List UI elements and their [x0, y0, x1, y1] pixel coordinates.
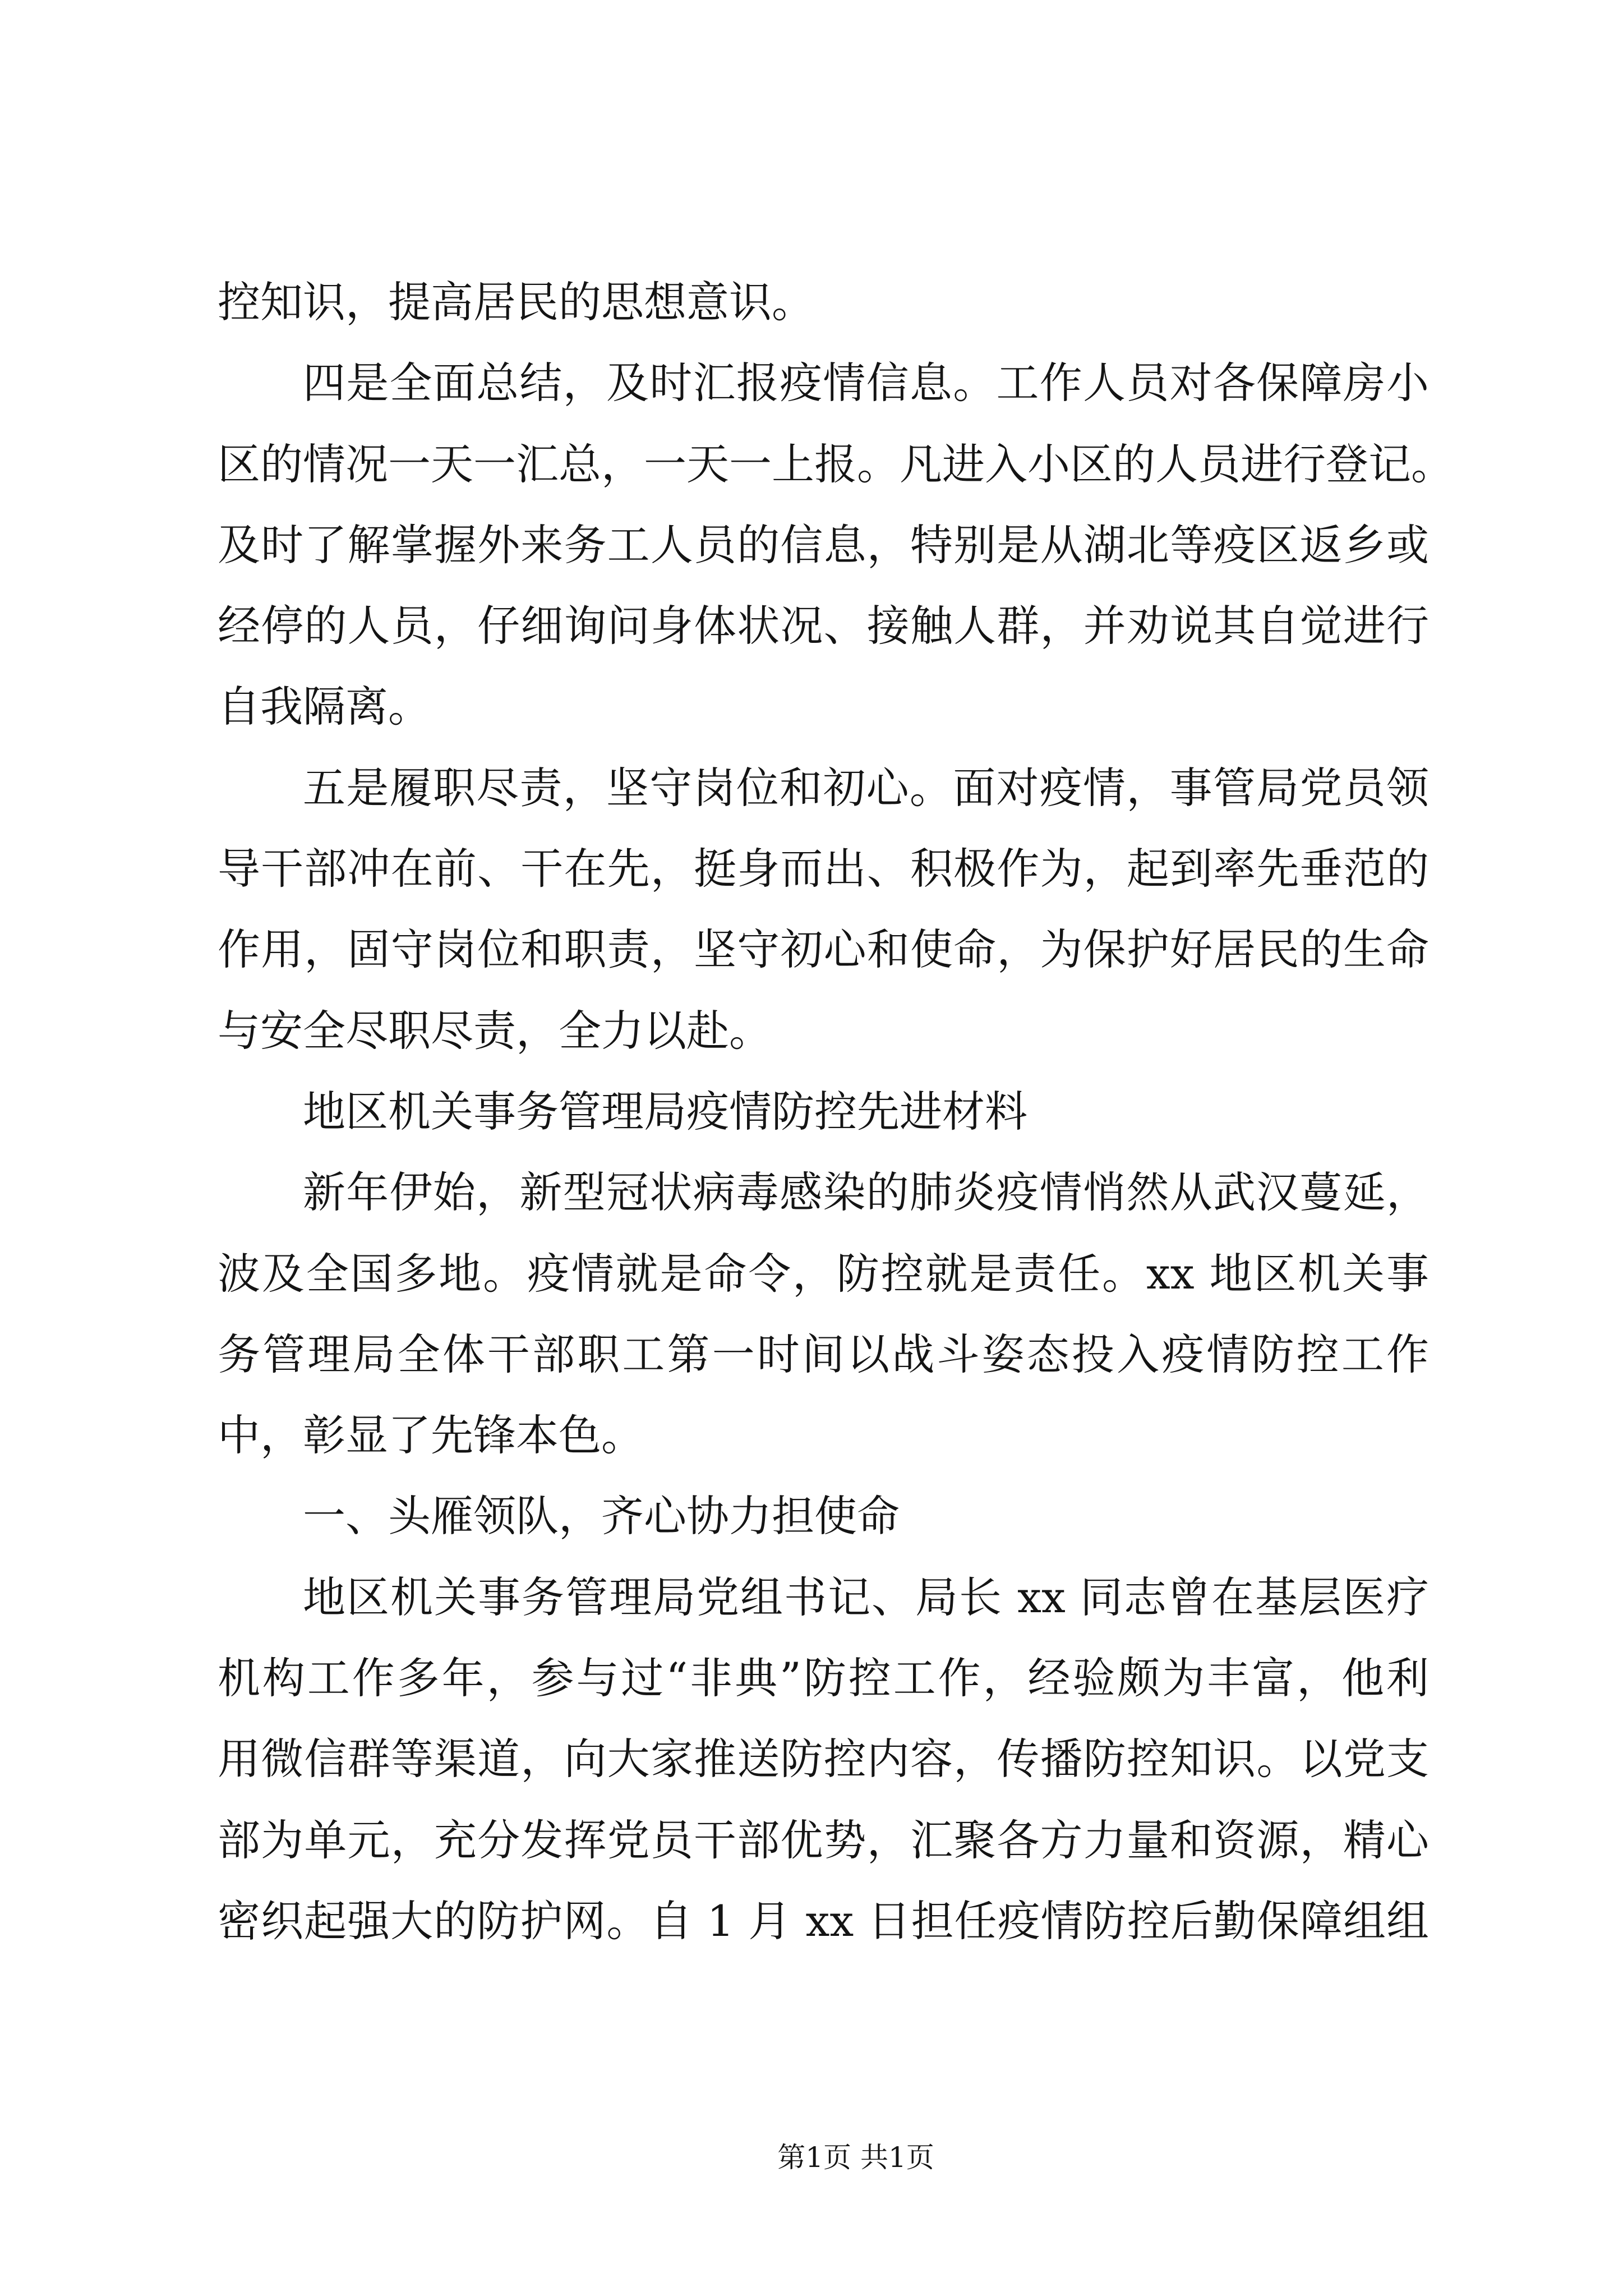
- paragraph-line: 区的情况一天一汇总，一天一上报。凡进入小区的人员进行登记。: [218, 439, 1454, 489]
- paragraph-line: 自我隔离。: [218, 682, 431, 732]
- paragraph: [218, 262, 1429, 343]
- paragraph-line: 及时了解掌握外来务工人员的信息，特别是从湖北等疫区返乡或: [218, 519, 1429, 570]
- paragraph-line: 四是全面总结，及时汇报疫情信息。工作人员对各保障房小: [303, 358, 1429, 408]
- paragraph-line: 新年伊始，新型冠状病毒感染的肺炎疫情悄然从武汉蔓延，: [303, 1167, 1429, 1218]
- paragraph-line: 控知识，提高居民的思想意识。: [218, 277, 814, 327]
- paragraph: [218, 1152, 1429, 1476]
- paragraph-line: 机构工作多年，参与过“非典”防控工作，经验颇为丰富，他利: [218, 1653, 1429, 1704]
- page-number-footer: 第1页 共1页: [777, 2141, 934, 2174]
- paragraph-line: 与安全尽职尽责，全力以赴。: [218, 1005, 772, 1056]
- paragraph-line: 经停的人员，仔细询问身体状况、接触人群，并劝说其自觉进行: [218, 601, 1429, 651]
- paragraph: [218, 748, 1429, 1071]
- paragraph-line: 密织起强大的防护网。自 1 月 xx 日担任疫情防控后勤保障组组: [218, 1895, 1429, 1946]
- paragraph-line: 务管理局全体干部职工第一时间以战斗姿态投入疫情防控工作: [218, 1329, 1429, 1379]
- paragraph: [218, 1557, 1429, 1962]
- paragraph-line: 导干部冲在前、干在先，挺身而出、积极作为，起到率先垂范的: [218, 844, 1429, 894]
- paragraph-line: 五是履职尽责，坚守岗位和初心。面对疫情，事管局党员领: [303, 762, 1429, 813]
- paragraph-line: 作用，固守岗位和职责，坚守初心和使命，为保护好居民的生命: [218, 924, 1429, 975]
- paragraph: [218, 343, 1454, 747]
- document-body: [218, 262, 1454, 1962]
- section-heading: [218, 1476, 1429, 1557]
- paragraph-line: 用微信群等渠道，向大家推送防控内容，传播防控知识。以党支: [218, 1734, 1429, 1784]
- section-heading-line: 一、头雁领队，齐心协力担使命: [303, 1491, 900, 1542]
- paragraph-line: 波及全国多地。疫情就是命令，防控就是责任。xx 地区机关事: [218, 1248, 1429, 1299]
- document-title: [218, 1071, 1429, 1152]
- paragraph-line: 中，彰显了先锋本色。: [218, 1410, 644, 1461]
- paragraph-line: 地区机关事务管理局党组书记、局长 xx 同志曾在基层医疗: [303, 1572, 1429, 1622]
- document-title-line: 地区机关事务管理局疫情防控先进材料: [303, 1086, 1027, 1137]
- paragraph-line: 部为单元，充分发挥党员干部优势，汇聚各方力量和资源，精心: [218, 1815, 1429, 1865]
